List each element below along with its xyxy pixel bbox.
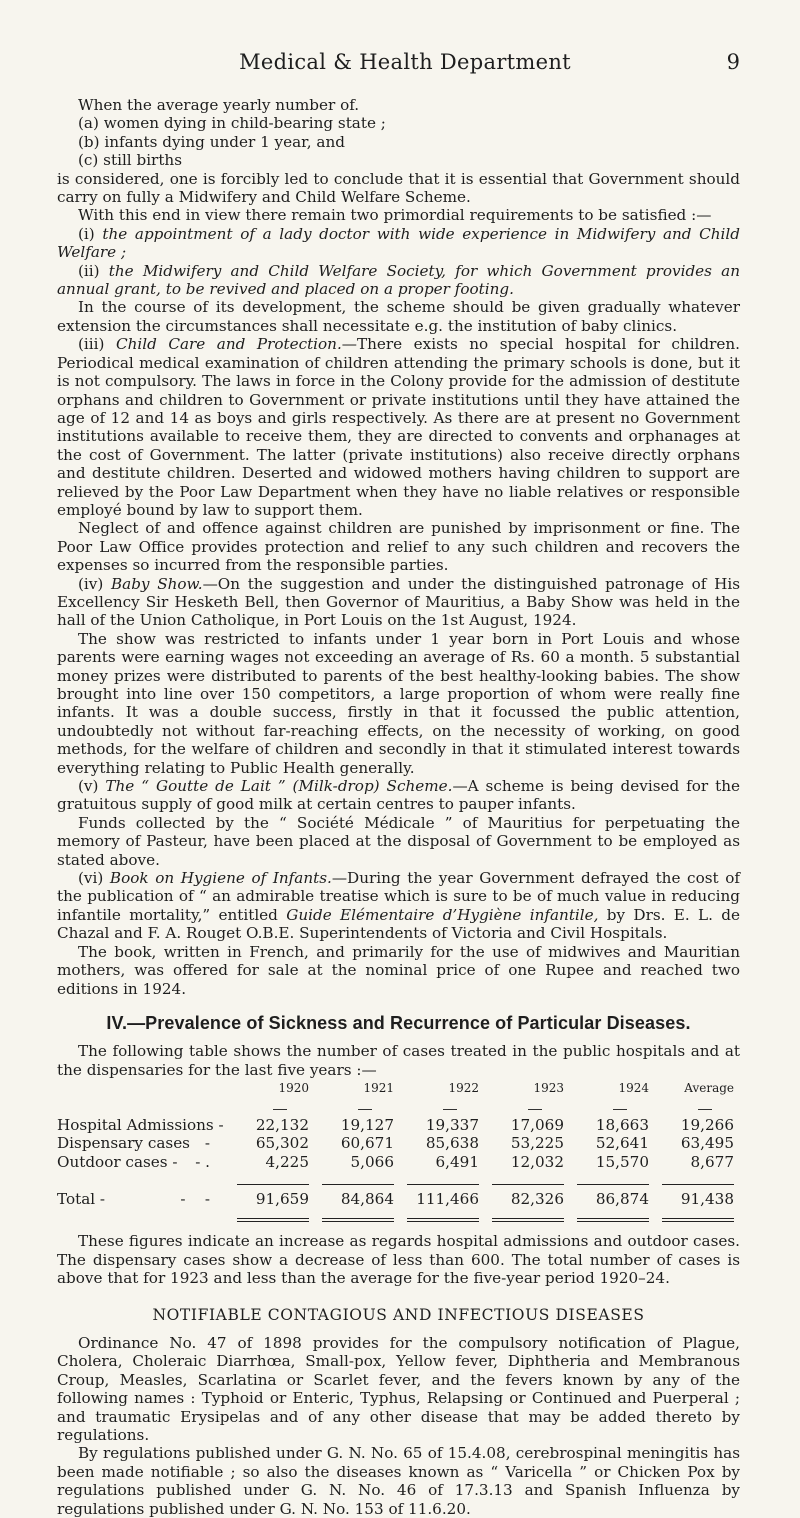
rule-line [577,1184,649,1185]
table-cell: 6,491 [435,1152,479,1171]
requirement-1-number: (i) [78,224,95,243]
table-row [57,1153,740,1171]
total-cell: 82,326 [510,1189,564,1208]
row-label [57,1134,230,1152]
intro-item-b: (b) infants dying under 1 year, and [78,132,345,151]
requirement-2-number: (ii) [78,261,100,280]
column-header: Average [684,1081,734,1096]
section-goutte-number: (v) [78,777,99,796]
table-cell: 19,127 [340,1115,394,1134]
requirements-lead: With this end in view there remain two primordial requirements to be satisfied :— [78,206,712,225]
section-hygiene-para2: The book, written in French, and primarily for the use of midwives and Mauritian mothers, was offered for sale at the nominal price of one Rupee and reached two editions in 1924. [57,942,740,998]
total-row [57,1190,740,1208]
section-hygiene-text-a: —During the year Government defrayed the cost of the publication of “ an admirable treatise which is sure to be of much value in reducing infantile mortality,” entitled [57,869,740,924]
section-hygiene-text-b: by Drs. E. L. de Chazal and F. A. Rouget O.B.E. Superintendents of Victoria and Civil Hospitals. [57,905,740,943]
table-cell: 19,266 [680,1115,734,1134]
requirement-1 [57,225,740,262]
table-cell: 12,032 [510,1152,564,1171]
section-hygiene-title: Book on Hygiene of Infants. [109,869,332,888]
total-label [57,1190,230,1208]
table-cell: 22,132 [255,1115,309,1134]
section-goutte-text: —A scheme is being devised for the gratuitous supply of good milk at certain centres to pauper infants. [57,777,740,814]
intro-conclusion: is considered, one is forcibly led to conclude that it is essential that Government should carry on fully a Midwifery and Child Welfare Scheme. [57,169,740,207]
running-title: Medical & Health Department [239,50,571,74]
double-rule [237,1218,309,1222]
row-label [57,1153,230,1171]
total-cell: 91,659 [255,1189,309,1208]
section-baby-show-text: —On the suggestion and under the distinguished patronage of His Excellency Sir Hesketh Bell, then Governor of Mauritius, a Baby Show was held in the hall of the Union Catholique, in Port Louis on the 1st August, 1924. [57,574,741,630]
section-child-care-para2: Neglect of and offence against children are punished by imprisonment or fine. The Poor Law Office provides protection and relief to any such children and recovers the expenses so incurred from the responsible parties. [57,519,740,575]
section-child-care [57,335,740,519]
total-rule-row [57,1171,740,1189]
running-head [70,50,740,76]
table-row [57,1134,740,1152]
column-header: 1921 [363,1081,394,1096]
intro-item-a: (a) women dying in child-bearing state ; [78,114,386,133]
section-baby-show-title: Baby Show. [111,574,203,593]
column-header: 1922 [448,1081,479,1096]
notifiable-diseases-heading: NOTIFIABLE CONTAGIOUS AND INFECTIOUS DISEASES [152,1305,645,1324]
section-child-care-text: —There exists no special hospital for children. Periodical medical examination of children attending the primary schools is done, but it is not compulsory. The laws in force in the Colony provide for the admission of destitute orphans and children to Government or private institutions until they have attained the age of 12 and 14 as boys and girls respectively. As there are at present no Government institutions available to receive them, they are directed to convents and orphanages at the cost of Government. The latter (private institutions) also receive directly orphans and destitute children. Deserted and widowed mothers having children to support are relieved by the Poor Law Department when they have no liable relatives or responsible employé bound by law to support them. [57,335,740,519]
header-dash [443,1109,457,1110]
row-leader-dots: - [204,1134,210,1153]
double-rule [492,1218,564,1222]
table-cell: 17,069 [510,1115,564,1134]
table-intro: The following table shows the number of cases treated in the public hospitals and at the dispensaries for the last five years :— [57,1042,740,1079]
cases-table [57,1079,740,1226]
requirement-2-text: the Midwifery and Child Welfare Society, for which Government provides an annual grant, to be revived and placed on a proper footing. [57,261,741,299]
header-dash [528,1109,542,1110]
row-label-text: Outdoor cases - [57,1152,178,1171]
header-dash-row [57,1098,740,1116]
intro-lead: When the average yearly number of. [78,96,360,114]
rule-line [492,1184,564,1185]
rule-line [237,1184,309,1185]
table-cell: 85,638 [425,1134,479,1153]
section-goutte-para2: Funds collected by the “ Société Médicale ” of Mauritius for perpetuating the memory of Pasteur, have been placed at the disposal of Government to be employed as stated above. [57,813,740,869]
notifiable-para-1: Ordinance No. 47 of 1898 provides for the compulsory notification of Plague, Cholera, Choleraic Diarrhœa, Small-pox, Yellow fever, Diphtheria and Membranous Croup, Measles, Scarlatina or Scarlet fever, and the fevers known by any of the following names : Typhoid or Enteric, Typhus, Relapsing or Continued and Puerperal ; and traumatic Erysipelas and of any other disease that may be added thereto by regulations. [57,1333,740,1445]
section-hygiene-book [57,869,740,943]
table-cell: 53,225 [510,1134,564,1153]
header-dash [358,1109,372,1110]
page-number: 9 [726,50,740,74]
row-label: Hospital Admissions - [57,1115,224,1134]
section-goutte-title: The “ Goutte de Lait ” (Milk-drop) Scheme. [105,777,453,796]
table-cell: 63,495 [680,1134,734,1153]
column-header: 1924 [618,1081,649,1096]
double-rule [407,1218,479,1222]
total-cell: 91,438 [680,1189,734,1208]
table-cell: 18,663 [595,1115,649,1134]
column-header: 1923 [533,1081,564,1096]
rule-line [322,1184,394,1185]
section-baby-show-number: (iv) [78,574,104,593]
row-leader-dots: - . [195,1152,210,1171]
table-row [57,1116,740,1134]
total-cell: 111,466 [416,1189,479,1208]
table-cell: 4,225 [265,1152,309,1171]
section-iv-heading: IV.—Prevalence of Sickness and Recurrence of Particular Diseases. [106,1012,691,1033]
intro-item-c: (c) still births [78,151,182,170]
column-header: 1920 [278,1081,309,1096]
table-cell: 52,641 [595,1134,649,1153]
after-table-paragraph: These figures indicate an increase as regards hospital admissions and outdoor cases. The dispensary cases show a decrease of less than 600. The total number of cases is above that for 1923 and less than the average for the five-year period 1920–24. [57,1232,740,1288]
rule-line [662,1184,734,1185]
row-label-text: Dispensary cases [57,1134,190,1153]
table-header-row [57,1079,740,1097]
rule-line [407,1184,479,1185]
table-cell: 5,066 [350,1152,394,1171]
notifiable-para-2: By regulations published under G. N. No. 65 of 15.4.08, cerebrospinal meningitis has been made notifiable ; so also the diseases known as “ Varicella ” or Chicken Pox by regulations published under G. N. No. 46 of 17.3.13 and Spanish Influenza by regulations published under G. N. No. 153 of 11.6.20. [57,1444,740,1518]
section-baby-show [57,575,740,630]
total-cell: 86,874 [595,1189,649,1208]
section-goutte-de-lait [57,777,740,814]
double-rule [577,1218,649,1222]
table-cell: 19,337 [425,1115,479,1134]
body-text [57,96,740,1518]
total-leader-dots: - - [180,1189,210,1208]
total-cell: 84,864 [340,1189,394,1208]
table-cell: 65,302 [255,1134,309,1153]
section-hygiene-book-title: Guide Elémentaire d’Hygiène infantile, [286,905,599,924]
section-baby-show-para2: The show was restricted to infants under 1 year born in Port Louis and whose parents were earning wages not exceeding an average of Rs. 60 a month. 5 substantial money prizes were distributed to parents of the best healthy-looking babies. The show brought into line over 150 competitors, a large proportion of whom were really fine infants. It was a double success, firstly in that it focussed the public attention, undoubtedly not without far-reaching effects, on the necessity of working, on good methods, for the welfare of children and secondly in that it stimulated interest towards everything relating to Public Health generally. [57,629,740,777]
header-dash [698,1109,712,1110]
section-child-care-number: (iii) [78,335,105,354]
total-double-rule-row [57,1208,740,1226]
requirement-1-text: the appointment of a lady doctor with wide experience in Midwifery and Child Welfare ; [57,224,740,262]
header-dash [613,1109,627,1110]
table-cell: 8,677 [690,1152,734,1171]
table-cell: 15,570 [595,1152,649,1171]
double-rule [322,1218,394,1222]
total-label-text: Total - [57,1189,106,1208]
double-rule [662,1218,734,1222]
section-hygiene-number: (vi) [78,869,104,888]
course-paragraph: In the course of its development, the scheme should be given gradually whatever extension the circumstances shall necessitate e.g. the institution of baby clinics. [57,298,740,335]
requirement-2 [57,262,740,299]
section-child-care-title: Child Care and Protection. [115,335,342,354]
table-cell: 60,671 [340,1134,394,1153]
header-dash [273,1109,287,1110]
